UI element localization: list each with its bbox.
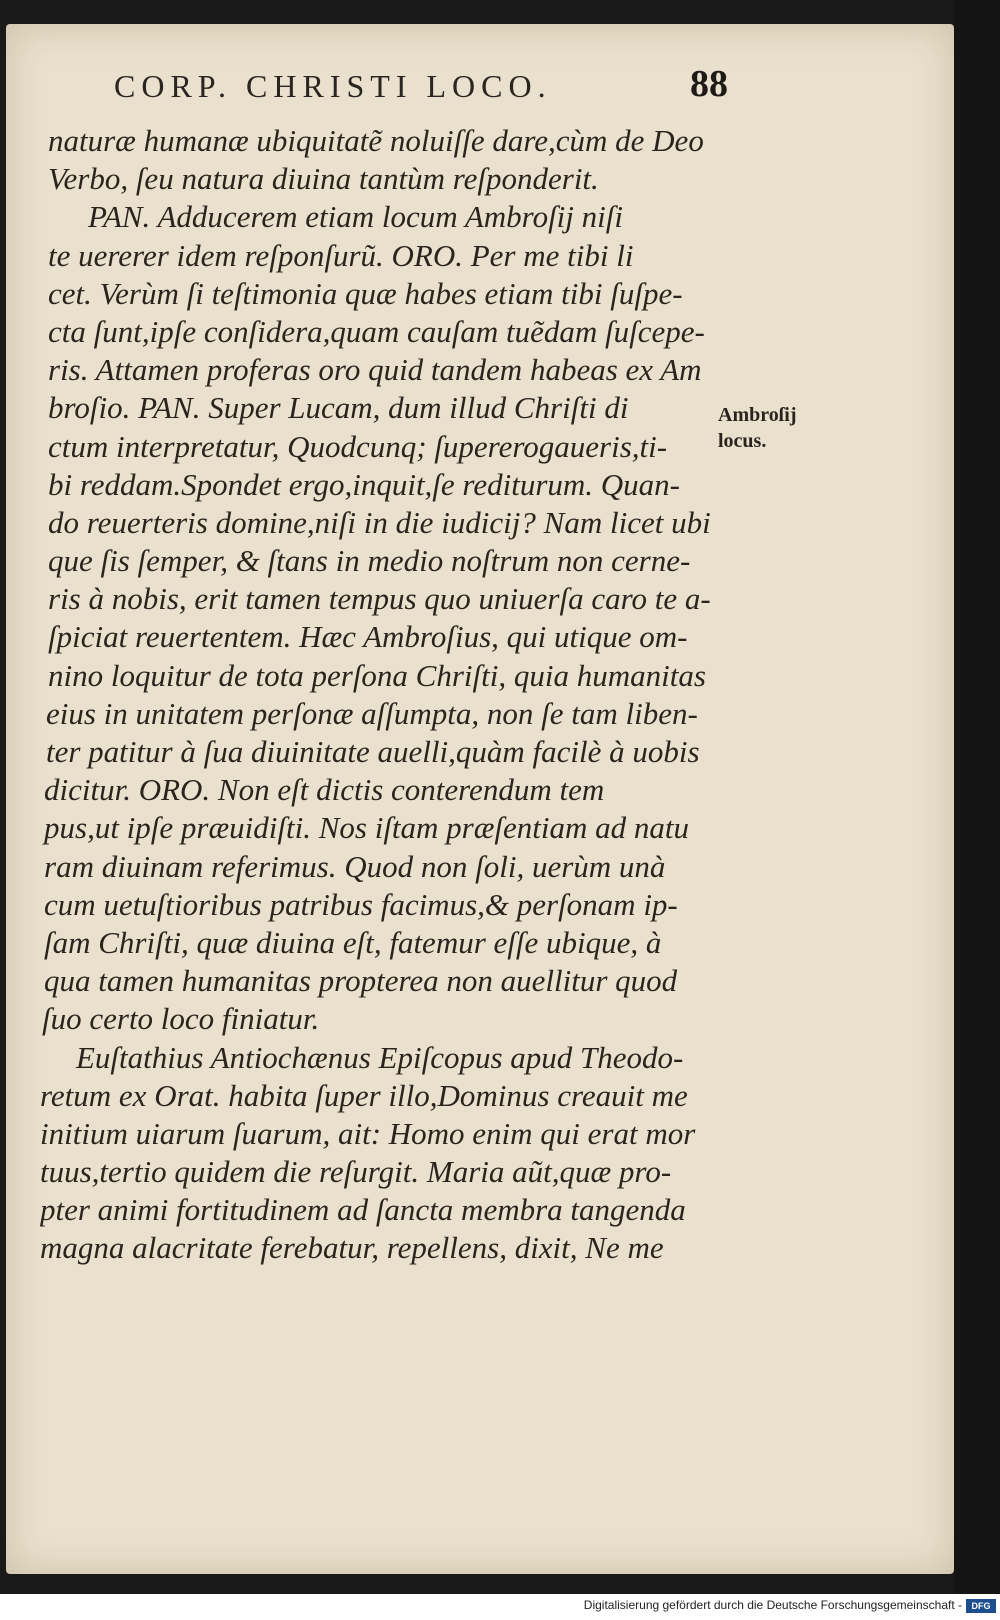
text-line: cum uetuſtioribus patribus facimus,& perſonam ip-	[44, 886, 678, 922]
running-head	[108, 62, 728, 112]
text-line: nino loquitur de tota perſona Chriſti, quia humanitas	[48, 657, 706, 693]
funding-credit: Digitalisierung gefördert durch die Deutsche Forschungsgemeinschaft -	[583, 1598, 962, 1612]
text-line: ſuo certo loco finiatur.	[42, 1001, 320, 1037]
text-line: naturæ humanæ ubiquitatẽ noluiſſe dare,cùm de Deo	[48, 123, 704, 158]
text-line: ſam Chriſti, quæ diuina eſt, fatemur eſſe ubique, à	[44, 924, 662, 960]
text-line: te uererer idem reſponſurũ. ORO. Per me tibi li	[48, 237, 634, 273]
text-line: magna alacritate ferebatur, repellens, dixit, Ne me	[40, 1230, 664, 1266]
marginal-note	[718, 402, 828, 454]
footer-bar	[0, 1594, 1000, 1620]
text-line: eius in unitatem perſonæ aſſumpta, non ſe tam liben-	[46, 695, 698, 731]
text-line: ctum interpretatur, Quodcunq; ſupererogaueris,ti-	[48, 428, 668, 464]
text-line: dicitur. ORO. Non eſt dictis conterendum tem	[44, 772, 605, 808]
text-line: pter animi fortitudinem ad ſancta membra tangenda	[40, 1192, 686, 1228]
text-line: ter patitur à ſua diuinitate auelli,quàm facilè à uobis	[46, 734, 700, 769]
running-title: CORP. CHRISTI LOCO.	[114, 68, 552, 104]
text-line: cet. Verùm ſi teſtimonia quæ habes etiam tibi ſuſpe-	[48, 275, 683, 311]
text-line: tuus,tertio quidem die reſurgit. Maria aũt,quæ pro-	[40, 1154, 672, 1190]
text-line: bi reddam.Spondet ergo,inquit,ſe rediturum. Quan-	[48, 466, 680, 502]
text-line: Euſtathius Antiochænus Epiſcopus apud Theodo-	[76, 1039, 684, 1075]
text-line: retum ex Orat. habita ſuper illo,Dominus creauit me	[40, 1077, 688, 1113]
dfg-logo: DFG	[966, 1599, 996, 1613]
text-line: qua tamen humanitas propterea non auellitur quod	[44, 963, 678, 999]
text-line: cta ſunt,ipſe conſidera,quam cauſam tuẽdam ſuſcepe-	[48, 313, 705, 349]
text-line: Verbo, ſeu natura diuina tantùm reſponderit.	[48, 161, 599, 197]
text-line: initium uiarum ſuarum, ait: Homo enim qui erat mor	[40, 1115, 696, 1151]
marginal-note-line: locus.	[718, 430, 767, 452]
marginal-note-line: Ambroſij	[718, 404, 797, 426]
text-line: ris. Attamen proferas oro quid tandem habeas ex Am	[48, 352, 702, 388]
text-line: ſpiciat reuertentem. Hæc Ambroſius, qui utique om-	[48, 619, 688, 655]
text-line: ris à nobis, erit tamen tempus quo uniuerſa caro te a-	[48, 581, 711, 617]
page-number: 88	[690, 63, 728, 105]
text-line: que ſis ſemper, & ſtans in medio noſtrum non cerne-	[48, 543, 691, 579]
text-line: broſio. PAN. Super Lucam, dum illud Chriſti di	[48, 390, 629, 426]
text-line: PAN. Adducerem etiam locum Ambroſij niſi	[88, 199, 623, 235]
scan-edge-right	[954, 0, 1000, 1620]
main-text	[40, 122, 720, 1268]
text-line: do reuerteris domine,niſi in die iudicij? Nam licet ubi	[48, 504, 711, 540]
text-line: pus,ut ipſe præuidiſti. Nos iſtam præſentiam ad natu	[44, 810, 690, 846]
text-line: ram diuinam referimus. Quod non ſoli, uerùm unà	[44, 848, 666, 884]
